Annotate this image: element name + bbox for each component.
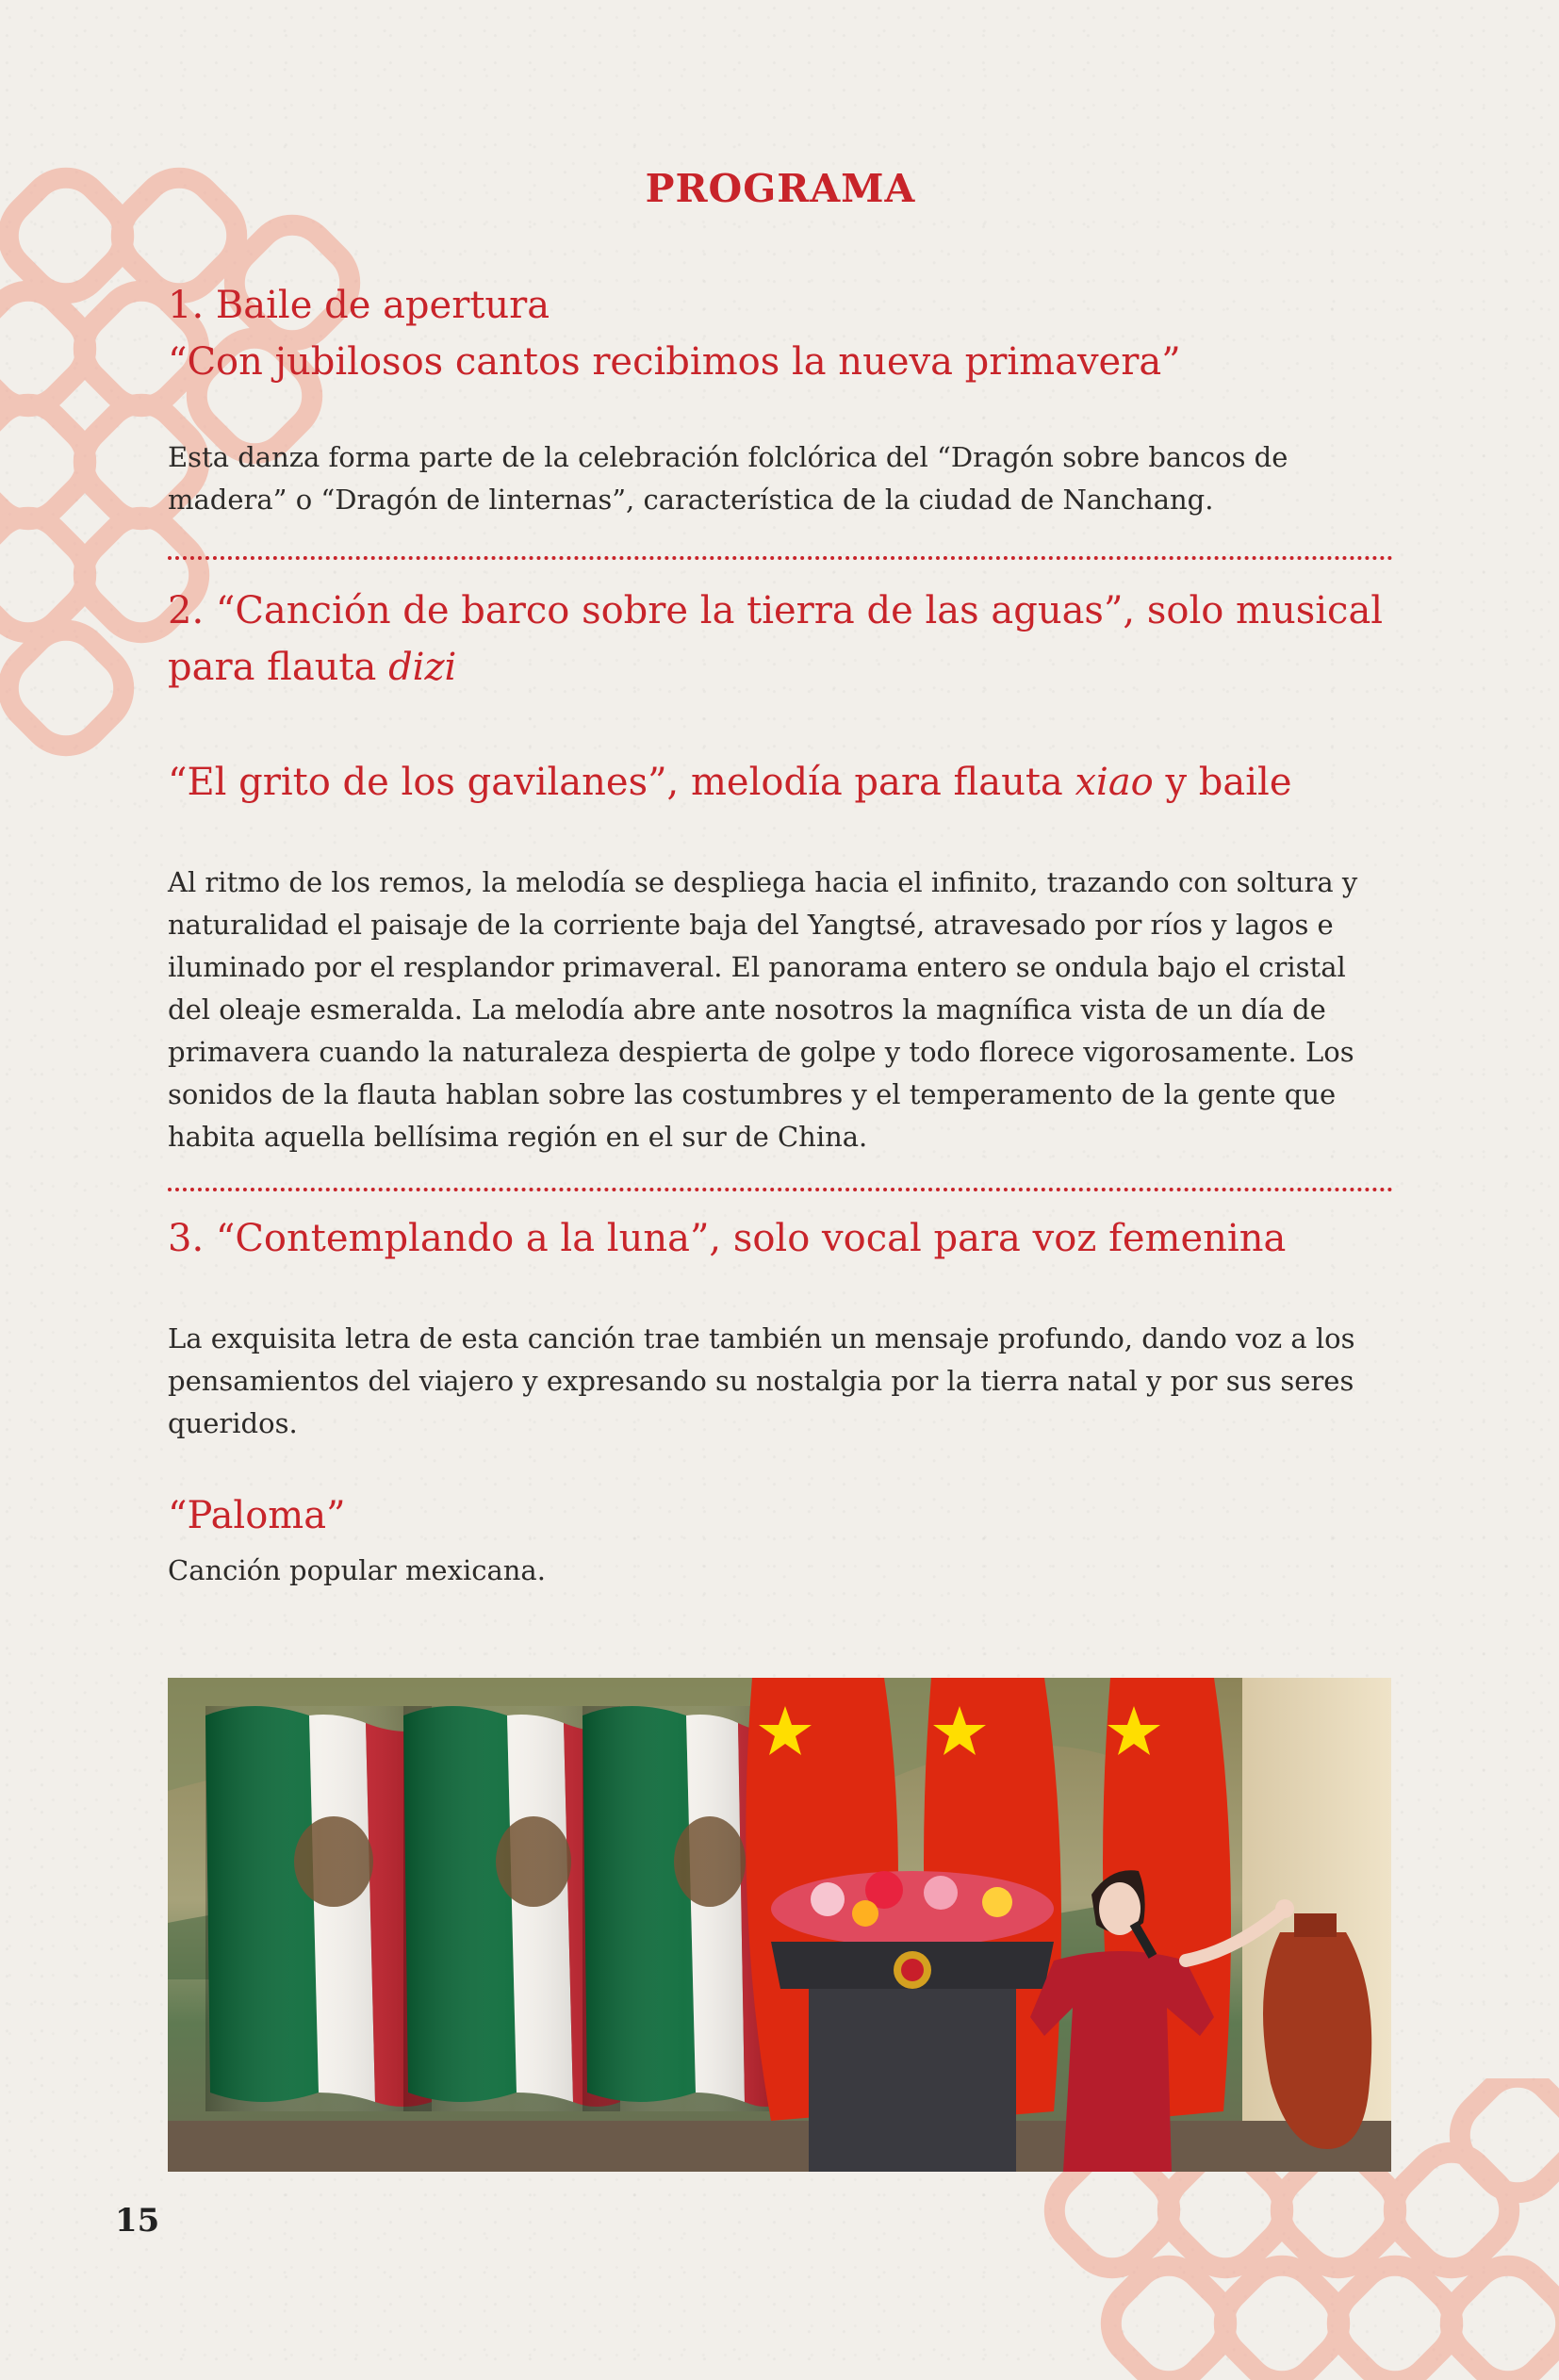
section-2-subheading-italic: xiao bbox=[1075, 761, 1154, 804]
section-2-subheading-tail: y baile bbox=[1153, 761, 1292, 804]
section-2-heading bbox=[168, 583, 1393, 696]
section-2-subheading bbox=[168, 754, 1393, 811]
section-2-body: Al ritmo de los remos, la melodía se despliega hacia el infinito, trazando con soltura y naturalidad el paisaje de la corriente baja del Yangtsé, atravesado por ríos y lagos e iluminado por el resplandor primaveral. El panorama entero se ondula bajo el cristal del oleaje esmeralda. La melodía abre ante nosotros la magnífica vista de un día de primavera cuando la naturaleza despierta de golpe y todo florece vigorosamente. Los sonidos de la flauta hablan sobre las costumbres y el temperamento de la gente que habita aquella bellísima región en el sur de China. bbox=[168, 866, 1358, 1153]
page-number: 15 bbox=[115, 2202, 160, 2240]
dotted-divider bbox=[168, 1188, 1393, 1191]
section-3-subbody: Canción popular mexicana. bbox=[168, 1554, 546, 1586]
page-title: PROGRAMA bbox=[645, 166, 916, 211]
section-2-subheading-text: “El grito de los gavilanes”, melodía para flauta bbox=[168, 761, 1075, 804]
section-1-heading-line1: 1. Baile de apertura bbox=[168, 284, 550, 327]
section-3-body: La exquisita letra de esta canción trae también un mensaje profundo, dando voz a los pensamientos del viajero y expresando su nostalgia por la tierra natal y por sus seres queridos. bbox=[168, 1322, 1355, 1439]
event-photo bbox=[168, 1678, 1391, 2172]
section-1-heading-line2: “Con jubilosos cantos recibimos la nueva primavera” bbox=[168, 340, 1181, 384]
section-3-heading: 3. “Contemplando a la luna”, solo vocal para voz femenina bbox=[168, 1217, 1287, 1260]
section-3-subheading: “Paloma” bbox=[168, 1494, 346, 1537]
dotted-divider bbox=[168, 556, 1393, 560]
podium bbox=[771, 1871, 1054, 2172]
mexican-flag bbox=[205, 1706, 432, 2111]
section-2-heading-italic: dizi bbox=[388, 646, 457, 689]
section-2-heading-text: 2. “Canción de barco sobre la tierra de las aguas”, solo musical para flauta bbox=[168, 589, 1384, 689]
section-1-body: Esta danza forma parte de la celebración folclórica del “Dragón sobre bancos de madera” o “Dragón de linternas”, característica de la ciudad de Nanchang. bbox=[168, 441, 1288, 516]
